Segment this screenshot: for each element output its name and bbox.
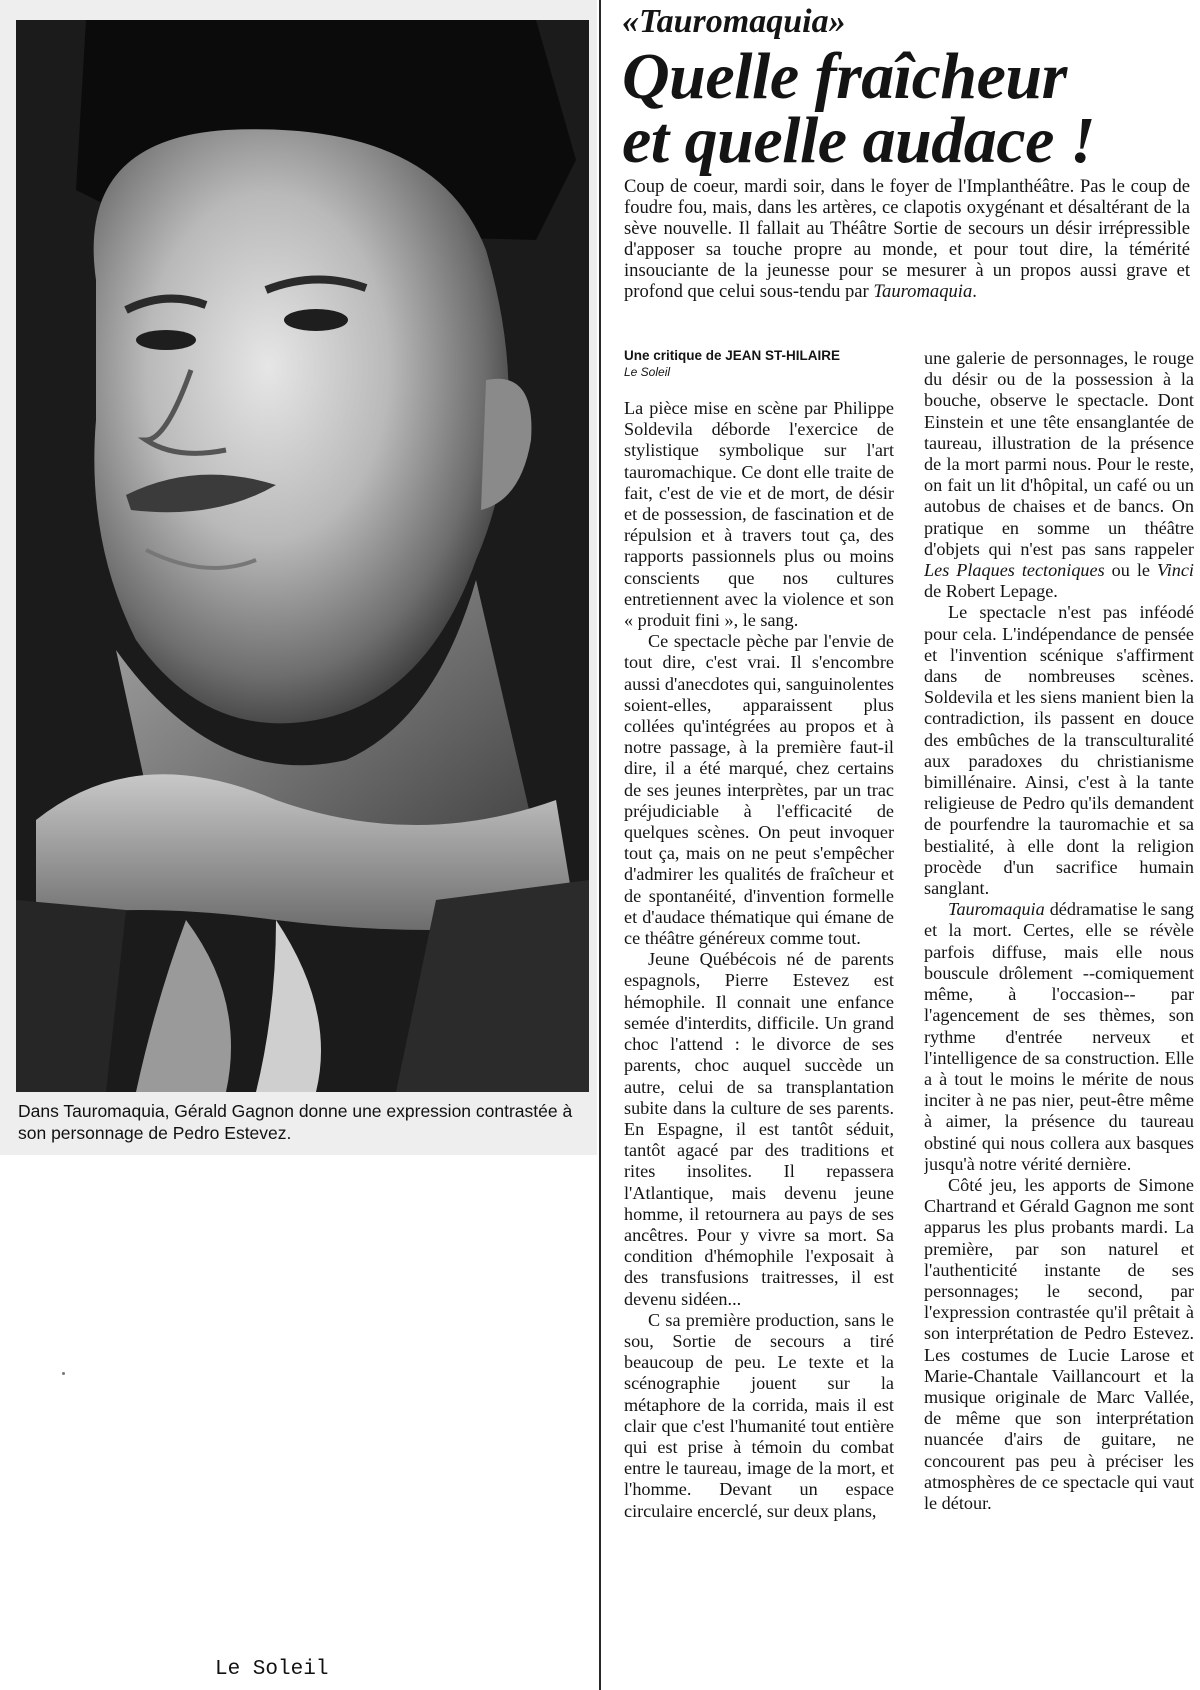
source-label: Le Soleil <box>215 1658 329 1681</box>
photo-panel <box>0 0 597 1155</box>
actor-portrait-photo <box>16 20 589 1092</box>
lede-play-title: Tauromaquia <box>873 281 973 302</box>
paragraph <box>924 899 1194 1175</box>
column-rule <box>599 0 601 1690</box>
article-column-1 <box>624 398 894 1690</box>
byline <box>624 348 894 381</box>
byline-prefix: Une critique de <box>624 348 726 363</box>
paragraph: Ce spectacle pèche par l'envie de tout dire, c'est vrai. Il s'encombre aussi d'anecdotes qui, sanguinolentes soient-elles, apparaissent plus collées qu'intégrées au propos et à notre passage, à la première faut-il dire, il a été marqué, chez certains de ses jeunes interprètes, par un trac préjudiciable à l'efficacité de quelques scènes. On peut invoquer tout ça, mais on ne peut s'empêcher d'admirer les qualités de fraîcheur et de spontanéité, d'invention formelle et d'audace thématique qui émane de ce théâtre généreux comme tout. <box>624 631 894 949</box>
headline-line-2: et quelle audace ! <box>622 104 1096 177</box>
work-title: Les Plaques tectoniques <box>924 560 1105 581</box>
portrait-illustration <box>16 20 589 1092</box>
paragraph <box>924 348 1194 602</box>
paragraph: La pièce mise en scène par Philippe Soldevila déborde l'exercice de stylistique symbolique sur l'art tauromachique. Ce dont elle traite de fait, c'est de vie et de mort, de désir et de possession, de fascination et de répulsion et à travers tout ça, des rapports passionnels plus ou moins conscients que nos cultures entretiennent avec la violence et son « produit fini », le sang. <box>624 398 894 631</box>
byline-author: JEAN ST-HILAIRE <box>725 348 841 363</box>
text-run: dédramatise le sang et la mort. Certes, elle se révèle parfois diffuse, mais elle nous bouscule drôlement --comiquement même, à l'occasion-- par l'agencement de ses thèmes, son rythme d'entrée nerveux et l'intelligence de sa construction. Elle a à tout le moins le mérite de nous inciter à ne pas nier, peut-être même à aimer, la présence du taureau obstiné qui nous collera aux basques jusqu'à notre vérité dernière. <box>924 899 1194 1174</box>
headline-line-1: Quelle fraîcheur <box>622 40 1067 113</box>
headline-block <box>622 0 1192 177</box>
paragraph: Côté jeu, les apports de Simone Chartrand et Gérald Gagnon me sont apparus les plus probants mardi. La première, par son naturel et l'authenticité instante de ses personnages; le second, par l'expression contrastée qu'il prêtait à son interprétation de Pedro Estevez. Les costumes de Lucie Larose et Marie-Chantale Vaillancourt et la musique originale de Marc Vallée, de même que son interprétation nuancée d'airs de guitare, ne concourent pas peu à préciser les atmosphères de ce spectacle qui vaut le détour. <box>924 1174 1194 1513</box>
lede-text: Coup de coeur, mardi soir, dans le foyer de l'Implanthéâtre. Pas le coup de foudre fou, mais, dans les artères, ce clapotis oxygénant et désaltérant de la sève nouvelle. Il fallait au Théâtre Sortie de secours un désir irrépressible d'apposer sa touche propre au monde, et pour tout dire, la témérité insouciante de la jeunesse pour se mesurer à un propos aussi grave et profond que celui sous-tendu par <box>624 176 1190 302</box>
article-column-2 <box>924 348 1194 1690</box>
work-title: Vinci <box>1156 560 1194 581</box>
byline-paper: Le Soleil <box>624 365 671 379</box>
photo-caption: Dans Tauromaquia, Gérald Gagnon donne une expression contrastée à son personnage de Pedro Estevez. <box>18 1101 573 1143</box>
work-title: Tauromaquia <box>948 899 1045 920</box>
kicker: «Tauromaquia» <box>622 3 846 40</box>
byline-author-line <box>624 348 894 364</box>
print-speck <box>62 1372 65 1375</box>
lede-end: . <box>972 281 977 302</box>
paragraph: Jeune Québécois né de parents espagnols, Pierre Estevez est hémophile. Il connait une enfance semée d'interdits, difficile. Un grand choc l'attend : le divorce de ses parents, choc auquel succède un autre, celui de sa transplantation subite dans la culture de ses parents. En Espagne, il est tantôt séduit, tantôt agacé par des traditions et rites insolites. Il repassera l'Atlantique, mais devenu jeune homme, il retournera au pays de ses ancêtres. Pour y vivre sa mort. Sa condition d'hémophile l'exposait à des transfusions traitresses, il est devenu sidéen... <box>624 949 894 1309</box>
paragraph: C sa première production, sans le sou, Sortie de secours a tiré beaucoup de peu. Le texte et la scénographie jouent sur la métaphore de la corrida, mais il est clair que c'est l'humanité tout entière qui est prise à témoin du combat entre le taureau, image de la mort, et l'homme. Devant un espace circulaire encerclé, sur deux plans, <box>624 1309 894 1521</box>
text-run: ou le <box>1104 560 1157 581</box>
text-run: une galerie de personnages, le rouge du désir ou de la possession à la bouche, observe le spectacle. Dont Einstein et une tête ensanglantée de taureau, illustration de la présence de la mort parmi nous. Pour le reste, on fait un lit d'hôpital, un café ou un autobus de chaises et de bancs. On pratique en somme un théâtre d'objets qui n'est pas sans rappeler <box>924 348 1194 559</box>
lede-paragraph <box>624 176 1190 302</box>
text-run: de Robert Lepage. <box>924 581 1058 602</box>
headline <box>622 40 1192 177</box>
paragraph: Le spectacle n'est pas inféodé pour cela. L'indépendance de pensée et l'invention scénique s'affirment dans de nombreuses scènes. Soldevila et les siens manient bien la contradiction, ils passent en douce des embûches de la transculturalité aux paradoxes du christianisme bimillénaire. Ainsi, c'est à la tante religieuse de Pedro qu'ils demandent de pourfendre la tauromachie et sa bestialité, à elle dont la religion procède d'un sacrifice humain sanglant. <box>924 602 1194 899</box>
